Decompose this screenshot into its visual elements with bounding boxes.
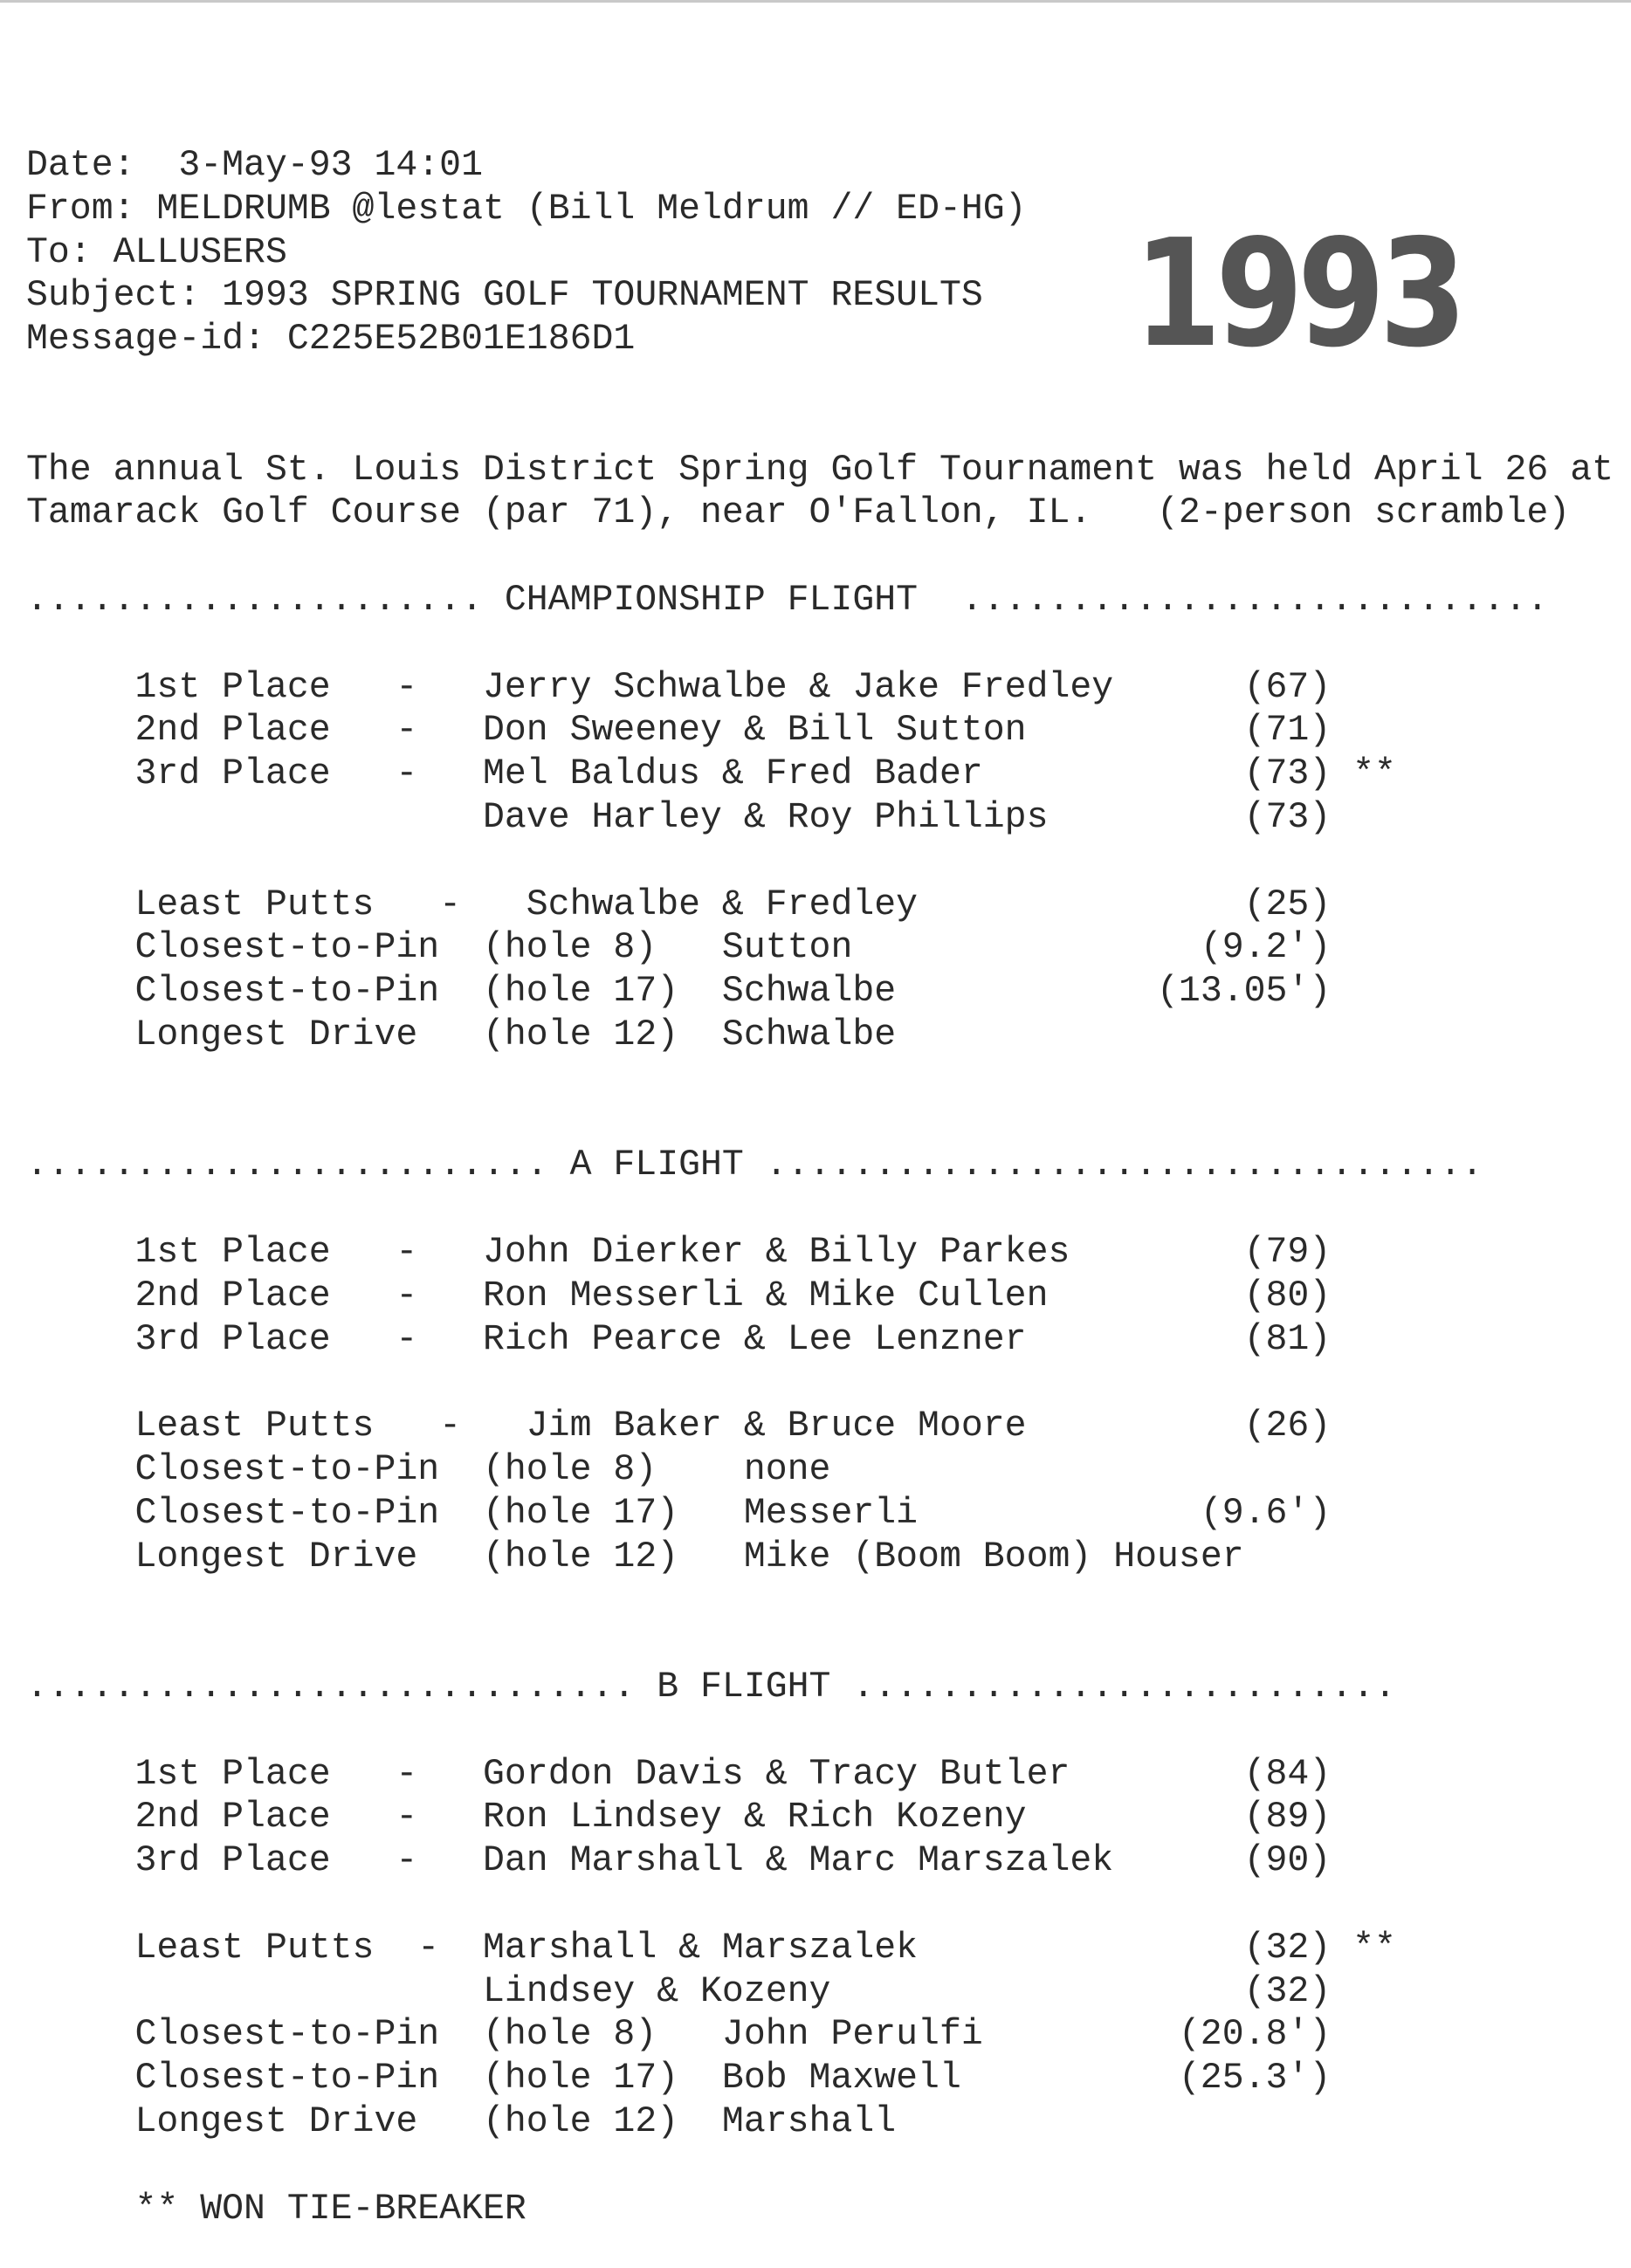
placing-row	[26, 1753, 1598, 1797]
award-row	[26, 1927, 1598, 1970]
award-row	[26, 970, 1598, 1014]
award-label: Longest Drive	[134, 2101, 418, 2142]
award-winner: Jim Baker & Bruce Moore	[526, 1405, 1027, 1447]
placing-row	[26, 709, 1598, 753]
team-names: John Dierker & Billy Parkes	[482, 1232, 1070, 1273]
award-value: (32)	[1243, 1970, 1332, 2012]
header-subject	[26, 274, 1598, 318]
header-to	[26, 231, 1598, 275]
placing-row	[26, 666, 1598, 710]
placing-row	[26, 1839, 1598, 1883]
place-dash: -	[396, 710, 418, 752]
award-hole: (hole 17)	[482, 2058, 679, 2100]
award-winner: none	[743, 1449, 831, 1490]
place-label: 2nd Place	[134, 710, 331, 752]
team-score: (73)	[1243, 753, 1332, 795]
placing-row	[26, 796, 1598, 840]
team-names: Dan Marshall & Marc Marszalek	[482, 1840, 1114, 1882]
footnote-text: ** WON TIE-BREAKER	[134, 2188, 526, 2230]
place-label: 1st Place	[134, 1232, 331, 1273]
intro-line	[26, 449, 1614, 492]
award-value: (25.3')	[1178, 2058, 1332, 2100]
team-score: (84)	[1243, 1753, 1332, 1795]
award-hole: (hole 17)	[482, 1492, 679, 1534]
award-label: Longest Drive	[134, 1536, 418, 1577]
award-row	[26, 1536, 1598, 1579]
place-label: 3rd Place	[134, 1318, 331, 1360]
award-row	[26, 1014, 1598, 1057]
award-label: Closest-to-Pin	[134, 2058, 440, 2100]
dotted-rule: .....................	[26, 580, 483, 621]
intro-text: The annual St. Louis District Spring Golf Tournament was held April 26 at	[26, 449, 1614, 491]
dotted-rule: ............................	[26, 1667, 636, 1708]
place-dash: -	[396, 1232, 418, 1273]
header-from	[26, 188, 1598, 231]
place-dash: -	[396, 1753, 418, 1795]
award-winner: Bob Maxwell	[721, 2058, 961, 2100]
award-row	[26, 1492, 1598, 1536]
header-message-id	[26, 318, 1598, 361]
award-dash: -	[439, 1405, 462, 1447]
award-label: Least Putts	[134, 1405, 375, 1447]
award-row	[26, 2057, 1598, 2100]
award-winner: Marshall	[721, 2101, 897, 2142]
award-label: Least Putts	[134, 1927, 375, 1969]
award-label: Closest-to-Pin	[134, 2014, 440, 2056]
place-label: 3rd Place	[134, 753, 331, 795]
place-dash: -	[396, 666, 418, 708]
team-names: Dave Harley & Roy Phillips	[482, 797, 1049, 838]
team-score: (79)	[1243, 1232, 1332, 1273]
award-winner: Mike (Boom Boom) Houser	[743, 1536, 1244, 1577]
place-label: 1st Place	[134, 1753, 331, 1795]
award-label: Closest-to-Pin	[134, 1492, 440, 1534]
award-value: (32)	[1243, 1927, 1332, 1969]
award-hole: (hole 8)	[482, 2014, 657, 2056]
intro-line	[26, 491, 1598, 535]
team-score: (81)	[1243, 1318, 1332, 1360]
team-names: Mel Baldus & Fred Bader	[482, 753, 983, 795]
dotted-rule: ...........................	[960, 580, 1549, 621]
team-names: Rich Pearce & Lee Lenzner	[482, 1318, 1027, 1360]
tiebreak-marker: **	[1352, 1927, 1396, 1969]
place-label: 2nd Place	[134, 1797, 331, 1838]
award-value: (26)	[1243, 1405, 1332, 1447]
place-dash: -	[396, 1318, 418, 1360]
team-score: (80)	[1243, 1275, 1332, 1316]
dotted-rule: ........................	[26, 1144, 548, 1186]
award-label: Longest Drive	[134, 1014, 418, 1055]
header-subject-text: Subject: 1993 SPRING GOLF TOURNAMENT RESULTS	[26, 275, 983, 317]
flight-header	[26, 1144, 1598, 1187]
flight-title: CHAMPIONSHIP FLIGHT	[504, 580, 919, 621]
award-value: (9.2')	[1200, 927, 1332, 969]
team-names: Jerry Schwalbe & Jake Fredley	[482, 666, 1114, 708]
flight-title: B FLIGHT	[657, 1667, 831, 1708]
award-winner: Schwalbe	[721, 1014, 897, 1055]
award-row	[26, 926, 1598, 970]
place-label: 2nd Place	[134, 1275, 331, 1316]
svg-text:1993: 1993	[1133, 208, 1462, 381]
award-winner: Schwalbe & Fredley	[526, 883, 919, 925]
award-row	[26, 883, 1598, 927]
award-winner: John Perulfi	[721, 2014, 983, 2056]
place-label: 1st Place	[134, 666, 331, 708]
award-dash: -	[439, 883, 462, 925]
award-hole: (hole 12)	[482, 1014, 679, 1055]
award-hole: (hole 8)	[482, 927, 657, 969]
team-names: Ron Lindsey & Rich Kozeny	[482, 1797, 1027, 1838]
header-message-id-text: Message-id: C225E52B01E186D1	[26, 319, 636, 361]
award-hole: (hole 12)	[482, 2101, 679, 2142]
place-label: 3rd Place	[134, 1840, 331, 1882]
placing-row	[26, 1231, 1598, 1275]
team-names: Ron Messerli & Mike Cullen	[482, 1275, 1049, 1316]
award-dash: -	[417, 1927, 440, 1969]
flight-header	[26, 1666, 1598, 1709]
award-label: Closest-to-Pin	[134, 927, 440, 969]
place-dash: -	[396, 753, 418, 795]
award-row	[26, 2100, 1598, 2144]
header-date	[26, 144, 1598, 188]
team-names: Gordon Davis & Tracy Butler	[482, 1753, 1070, 1795]
team-score: (89)	[1243, 1797, 1332, 1838]
place-dash: -	[396, 1275, 418, 1316]
team-names: Don Sweeney & Bill Sutton	[482, 710, 1027, 752]
award-value: (9.6')	[1200, 1492, 1332, 1534]
intro-text: Tamarack Golf Course (par 71), near O'Fallon, IL. (2-person scramble)	[26, 492, 1571, 534]
flight-header	[26, 579, 1598, 622]
award-winner: Sutton	[721, 927, 853, 969]
header-date-text: Date: 3-May-93 14:01	[26, 145, 483, 186]
award-winner: Marshall & Marszalek	[482, 1927, 919, 1969]
award-value: (25)	[1243, 883, 1332, 925]
award-label: Closest-to-Pin	[134, 971, 440, 1013]
award-row	[26, 1448, 1598, 1492]
award-value: (13.05')	[1157, 971, 1332, 1013]
award-value: (20.8')	[1178, 2014, 1332, 2056]
award-hole: (hole 8)	[482, 1449, 657, 1490]
team-score: (71)	[1243, 710, 1332, 752]
page-top-edge	[0, 0, 1631, 3]
team-score: (73)	[1243, 797, 1332, 838]
header-to-text: To: ALLUSERS	[26, 231, 287, 273]
award-row	[26, 1970, 1598, 2014]
award-label: Closest-to-Pin	[134, 1449, 440, 1490]
award-winner: Lindsey & Kozeny	[482, 1970, 831, 2012]
dotted-rule: .........................	[852, 1667, 1396, 1708]
team-score: (90)	[1243, 1840, 1332, 1882]
flight-title: A FLIGHT	[569, 1144, 744, 1186]
award-winner: Messerli	[743, 1492, 919, 1534]
header-from-text: From: MELDRUMB @lestat (Bill Meldrum // ED-HG)	[26, 188, 1027, 230]
placing-row	[26, 1275, 1598, 1318]
dotted-rule: .................................	[765, 1144, 1483, 1186]
placing-row	[26, 1318, 1598, 1362]
placing-row	[26, 753, 1598, 796]
tiebreak-marker: **	[1352, 753, 1396, 795]
award-row	[26, 2013, 1598, 2057]
placing-row	[26, 1796, 1598, 1839]
award-row	[26, 1405, 1598, 1448]
footnote	[26, 2188, 1598, 2231]
place-dash: -	[396, 1840, 418, 1882]
award-winner: Schwalbe	[721, 971, 897, 1013]
award-hole: (hole 17)	[482, 971, 679, 1013]
award-hole: (hole 12)	[482, 1536, 679, 1577]
place-dash: -	[396, 1797, 418, 1838]
team-score: (67)	[1243, 666, 1332, 708]
award-label: Least Putts	[134, 883, 375, 925]
